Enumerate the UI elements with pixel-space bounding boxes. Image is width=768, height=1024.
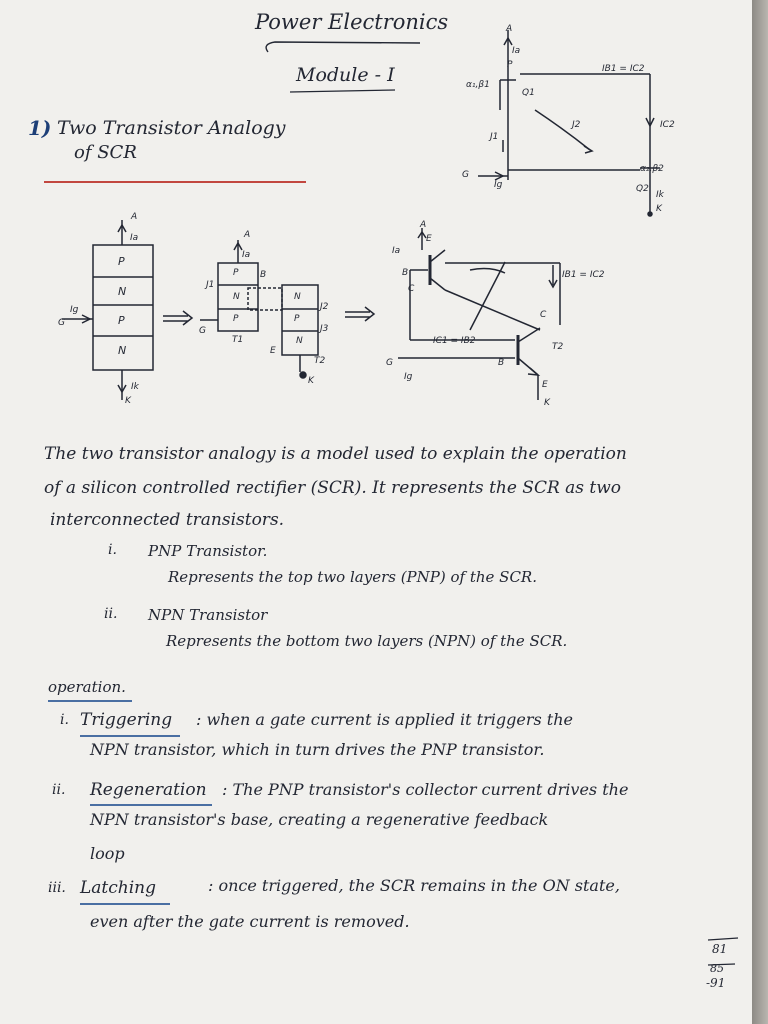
- label-P2-block: P: [118, 314, 125, 327]
- op-term-3: Latching: [80, 878, 156, 898]
- label-P1-block: P: [118, 255, 125, 268]
- label-N2-block: N: [118, 344, 127, 357]
- op-term-2-underline: [90, 804, 212, 806]
- label-ia-block: Ia: [130, 233, 139, 243]
- split-transistor-blocks: [200, 240, 318, 378]
- label-j1-top: J1: [490, 132, 499, 142]
- op-line-2c: loop: [90, 844, 125, 863]
- label-E-mid: E: [270, 346, 276, 356]
- label-ig-block: Ig: [70, 305, 79, 315]
- section-number: 1): [28, 116, 52, 140]
- two-transistor-schematic: [398, 228, 560, 400]
- op-num-2: ii.: [52, 782, 66, 798]
- label-N1-block: N: [118, 285, 127, 298]
- label-P-mid: P: [233, 268, 239, 278]
- label-A-mid: A: [244, 230, 251, 240]
- label-ig-top: Ig: [494, 180, 503, 190]
- module-label: Module - I: [296, 64, 395, 86]
- op-line-2a: : The PNP transistor's collector current drives the: [222, 780, 629, 799]
- label-G-block: G: [58, 318, 65, 328]
- label-ig-right: Ig: [404, 372, 413, 382]
- label-P-top: P: [507, 60, 513, 70]
- label-N-right: N: [294, 292, 301, 302]
- op-num-3: iii.: [48, 880, 66, 896]
- list-num-2: ii.: [104, 606, 118, 622]
- label-A-top: A: [506, 24, 513, 34]
- list-desc-1: Represents the top two layers (PNP) of the SCR.: [168, 568, 537, 586]
- label-ia-mid: Ia: [242, 250, 251, 260]
- label-j3-mid: J3: [320, 324, 329, 334]
- list-title-2: NPN Transistor: [148, 606, 268, 624]
- label-j2-top: J2: [572, 120, 581, 130]
- label-K-top: K: [656, 204, 662, 214]
- op-num-1: i.: [60, 712, 69, 728]
- label-C-right: C: [408, 284, 415, 294]
- label-B-mid: B: [260, 270, 267, 280]
- label-ib1-ic2-right: IB1 = IC2: [562, 270, 605, 280]
- label-K-block: K: [125, 396, 131, 406]
- intro-line-3: interconnected transistors.: [50, 510, 285, 530]
- label-N-mid: N: [233, 292, 240, 302]
- label-t1: T1: [232, 335, 244, 345]
- label-K-right: K: [544, 398, 550, 408]
- op-line-1a: : when a gate current is applied it triggers the: [196, 710, 573, 729]
- op-line-3b: even after the gate current is removed.: [90, 912, 410, 931]
- label-j1-mid: J1: [206, 280, 215, 290]
- label-G-right: G: [386, 358, 393, 368]
- page-title: Power Electronics: [255, 10, 449, 34]
- label-G-mid: G: [199, 326, 206, 336]
- operation-heading: operation.: [48, 678, 126, 696]
- label-q2: Q2: [636, 184, 649, 194]
- label-j2-mid: J2: [320, 302, 329, 312]
- label-ia-top: Ia: [512, 46, 521, 56]
- op-term-3-underline: [80, 903, 170, 905]
- top-right-circuit: [478, 30, 660, 216]
- label-K-mid: K: [308, 376, 314, 386]
- label-B-right: B: [402, 268, 409, 278]
- label-B-right2: B: [498, 358, 505, 368]
- label-t2-right: T2: [552, 342, 564, 352]
- label-t2: T2: [314, 356, 326, 366]
- label-E-right2: E: [542, 380, 548, 390]
- label-ik-top: Ik: [656, 190, 664, 200]
- page-edge: [752, 0, 768, 1024]
- operation-underline: [48, 700, 132, 702]
- label-G-top: G: [462, 170, 469, 180]
- corner-note-a: 81: [712, 942, 728, 956]
- label-alpha2-beta2: α₂,β2: [640, 164, 664, 174]
- list-title-1: PNP Transistor.: [148, 542, 268, 560]
- label-ib1-ic2: IB1 = IC2: [602, 64, 645, 74]
- label-C-right2: C: [540, 310, 547, 320]
- list-desc-2: Represents the bottom two layers (NPN) of the SCR.: [166, 632, 568, 650]
- label-A-right: A: [420, 220, 427, 230]
- label-N2-right: N: [296, 336, 303, 346]
- label-ia-right: Ia: [392, 246, 401, 256]
- label-ic2: IC2: [660, 120, 675, 130]
- label-q1: Q1: [522, 88, 535, 98]
- label-P-right: P: [294, 314, 300, 324]
- label-A-block: A: [131, 212, 138, 222]
- label-P2-mid: P: [233, 314, 239, 324]
- op-line-2b: NPN transistor's base, creating a regenerative feedback: [90, 810, 549, 829]
- intro-line-2: of a silicon controlled rectifier (SCR). It represents the SCR as two: [44, 478, 622, 498]
- op-term-1-underline: [80, 735, 180, 737]
- op-term-1: Triggering: [80, 710, 173, 730]
- label-ic1-ib2: IC1 = IB2: [433, 336, 476, 346]
- label-alpha1-beta1: α₁,β1: [466, 80, 490, 90]
- op-line-1b: NPN transistor, which in turn drives the PNP transistor.: [90, 740, 545, 759]
- section-heading-line2: of SCR: [74, 142, 137, 163]
- section-red-rule: [44, 181, 306, 183]
- label-E-right: E: [426, 234, 432, 244]
- label-ik-block: Ik: [131, 382, 139, 392]
- section-heading: Two Transistor Analogy: [57, 117, 286, 139]
- corner-note-b: 85: [710, 962, 724, 975]
- intro-line-1: The two transistor analogy is a model used to explain the operation: [44, 444, 627, 464]
- list-num-1: i.: [108, 542, 117, 558]
- op-term-2: Regeneration: [90, 780, 207, 800]
- corner-note-c: -91: [706, 976, 726, 990]
- op-line-3a: : once triggered, the SCR remains in the ON state,: [208, 876, 620, 895]
